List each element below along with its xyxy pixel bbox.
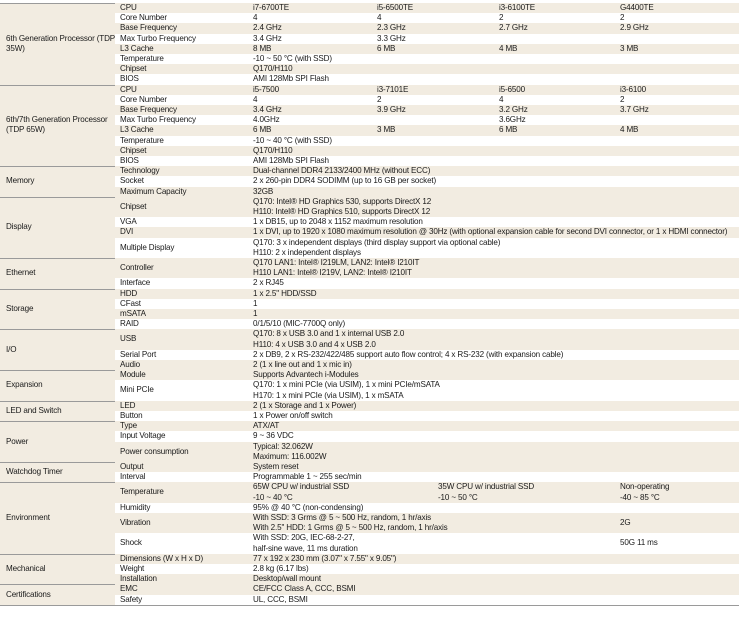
spec-row-core-number bbox=[115, 95, 739, 105]
row-label: Module bbox=[120, 370, 146, 380]
value-line: With SSD: 20G, IEC-68-2-27, bbox=[253, 533, 355, 543]
category-name: Storage bbox=[6, 303, 34, 313]
row-label: Shock bbox=[120, 538, 142, 548]
value-cell: 2 x RJ45 bbox=[253, 278, 284, 288]
row-label: Base Frequency bbox=[120, 23, 177, 33]
spec-row-multiple-display bbox=[115, 238, 739, 258]
category-name: Memory bbox=[6, 176, 35, 186]
value-cell: 2.9 GHz bbox=[620, 23, 649, 33]
spec-row-l3-cache bbox=[115, 125, 739, 135]
value-cell: 4.0GHz bbox=[253, 115, 280, 125]
row-label: Interface bbox=[120, 278, 151, 288]
row-label: Multiple Display bbox=[120, 242, 175, 252]
value-line: Q170: 3 x independent displays (third display support via optional cable) bbox=[253, 237, 501, 247]
value-cell: 3.2 GHz bbox=[499, 105, 528, 114]
row-label: Audio bbox=[120, 360, 140, 369]
spec-row-base-frequency bbox=[115, 23, 739, 33]
value-cell: 1 x Power on/off switch bbox=[253, 411, 333, 420]
value-cell: 3 MB bbox=[377, 125, 396, 135]
value-cell: UL, CCC, BSMI bbox=[253, 594, 308, 604]
row-label: Core Number bbox=[120, 13, 167, 23]
row-label: Controller bbox=[120, 263, 154, 273]
category-label-led-and-switch bbox=[0, 401, 115, 421]
category-label-expansion bbox=[0, 370, 115, 401]
spec-row-msata bbox=[115, 309, 739, 319]
value-cell: CE/FCC Class A, CCC, BSMI bbox=[253, 584, 356, 594]
category-name: LED and Switch bbox=[6, 405, 62, 415]
value-cell: 3.9 GHz bbox=[377, 105, 406, 114]
spec-row-installation bbox=[115, 574, 739, 584]
value-cell: ATX/AT bbox=[253, 421, 280, 431]
category-label-certifications bbox=[0, 584, 115, 604]
value-cell: -10 ~ 50 °C (with SSD) bbox=[253, 54, 332, 63]
row-label: Temperature bbox=[120, 487, 164, 497]
row-label: Max Turbo Frequency bbox=[120, 33, 196, 43]
spec-row-shock bbox=[115, 533, 739, 553]
value-cell: 4 MB bbox=[499, 43, 518, 53]
value-cell: Programmable 1 ~ 255 sec/min bbox=[253, 472, 362, 482]
value-cell: 4 bbox=[377, 13, 382, 23]
row-label: USB bbox=[120, 334, 137, 344]
value-cell: 2 x DB9, 2 x RS-232/422/485 support auto flow control; 4 x RS-232 (with expansion cable) bbox=[253, 349, 564, 359]
spec-row-button bbox=[115, 411, 739, 421]
spec-row-chipset bbox=[115, 146, 739, 156]
row-label: CPU bbox=[120, 84, 137, 94]
row-label: L3 Cache bbox=[120, 43, 154, 53]
spec-row-temperature bbox=[115, 54, 739, 64]
value-cell: 1 bbox=[253, 309, 258, 318]
category-label-mechanical bbox=[0, 554, 115, 585]
row-label: RAID bbox=[120, 319, 139, 329]
category-name: 6th Generation Processor (TDP 35W) bbox=[6, 33, 115, 53]
category-label-memory bbox=[0, 166, 115, 197]
spec-row-output bbox=[115, 462, 739, 472]
category-name: Mechanical bbox=[6, 564, 46, 574]
spec-row-humidity bbox=[115, 503, 739, 513]
category-name: Display bbox=[6, 222, 32, 232]
value-cell: System reset bbox=[253, 462, 299, 471]
value-line: Maximum: 116.002W bbox=[253, 451, 327, 461]
value-cell: 2 bbox=[620, 13, 625, 23]
row-label: Socket bbox=[120, 176, 144, 186]
row-label: Base Frequency bbox=[120, 105, 177, 114]
value-line: H110: 2 x independent displays bbox=[253, 247, 361, 257]
category-label-6th-7th-generation-processor-tdp-65w bbox=[0, 85, 115, 167]
category-label-watchdog-timer bbox=[0, 462, 115, 482]
spec-row-chipset bbox=[115, 64, 739, 74]
value-cell: Q170/H110 bbox=[253, 64, 293, 74]
row-label: Power consumption bbox=[120, 446, 189, 456]
row-label: VGA bbox=[120, 217, 137, 227]
value-cell: AMI 128Mb SPI Flash bbox=[253, 74, 329, 84]
category-name: Certifications bbox=[6, 589, 51, 599]
category-name: Watchdog Timer bbox=[6, 467, 63, 477]
row-label: Dimensions (W x H x D) bbox=[120, 553, 204, 563]
value-cell: 1 x 2.5" HDD/SSD bbox=[253, 288, 317, 298]
value-line: H110 LAN1: Intel® I219V, LAN2: Intel® I210IT bbox=[253, 268, 412, 278]
value-line: With 2.5" HDD: 1 Grms @ 5 ~ 500 Hz, random, 1 hr/axis bbox=[253, 523, 448, 533]
row-label: LED bbox=[120, 400, 136, 410]
spec-row-mini-pcie bbox=[115, 380, 739, 400]
spec-row-bios bbox=[115, 74, 739, 84]
value-cell: 6 MB bbox=[253, 125, 272, 135]
value-cell: 0/1/5/10 (MIC-7700Q only) bbox=[253, 319, 346, 329]
value-cell: i3-7101E bbox=[377, 84, 409, 94]
spec-row-cpu bbox=[115, 3, 739, 13]
value-cell-extra: 50G 11 ms bbox=[620, 538, 658, 548]
value-cell: 6 MB bbox=[377, 43, 396, 53]
row-label: BIOS bbox=[120, 156, 139, 165]
value-cell: 77 x 192 x 230 mm (3.07" x 7.55" x 9.05") bbox=[253, 553, 397, 563]
value-cell: i5-7500 bbox=[253, 84, 279, 94]
category-name: Expansion bbox=[6, 380, 43, 390]
value-line: Q170 LAN1: Intel® I219LM, LAN2: Intel® I210IT bbox=[253, 258, 420, 267]
spec-row-usb bbox=[115, 329, 739, 349]
row-label: EMC bbox=[120, 584, 138, 594]
row-label: Button bbox=[120, 411, 143, 420]
value-cell: 35W CPU w/ industrial SSD bbox=[438, 482, 535, 492]
value-cell: Supports Advantech i-Modules bbox=[253, 370, 359, 380]
value-line: H110: 4 x USB 3.0 and 4 x USB 2.0 bbox=[253, 339, 376, 349]
category-name: Ethernet bbox=[6, 268, 36, 278]
spec-row-technology bbox=[115, 166, 739, 176]
value-cell: i3-6100 bbox=[620, 84, 646, 94]
spec-row-dvi bbox=[115, 227, 739, 237]
category-label-environment bbox=[0, 482, 115, 553]
value-cell: 1 bbox=[253, 298, 258, 308]
value-cell: Dual-channel DDR4 2133/2400 MHz (without ECC) bbox=[253, 166, 431, 176]
row-label: L3 Cache bbox=[120, 125, 154, 135]
value-cell: 4 bbox=[253, 94, 258, 104]
row-label: Interval bbox=[120, 472, 146, 482]
value-cell: i5-6500 bbox=[499, 84, 525, 94]
value-cell: 2 x 260-pin DDR4 SODIMM (up to 16 GB per socket) bbox=[253, 176, 437, 186]
spec-row-cfast bbox=[115, 299, 739, 309]
table-bottom-border bbox=[0, 605, 739, 606]
value-cell: 2.7 GHz bbox=[499, 23, 528, 33]
row-label: Type bbox=[120, 421, 137, 431]
spec-row-bios bbox=[115, 156, 739, 166]
value-cell: 2 bbox=[499, 13, 504, 23]
value-line: H170: 1 x mini PCIe (via USIM), 1 x mSATA bbox=[253, 390, 404, 400]
spec-row-serial-port bbox=[115, 350, 739, 360]
value-cell: i3-6100TE bbox=[499, 3, 535, 12]
value-line: Q170: Intel® HD Graphics 530, supports DirectX 12 bbox=[253, 196, 432, 206]
value-cell: G4400TE bbox=[620, 3, 654, 12]
row-label: CFast bbox=[120, 298, 141, 308]
spec-row-chipset bbox=[115, 197, 739, 217]
value-cell: 4 MB bbox=[620, 125, 639, 135]
category-label-storage bbox=[0, 289, 115, 330]
spec-row-weight bbox=[115, 564, 739, 574]
value-cell: 3.3 GHz bbox=[377, 33, 406, 43]
value-line: Typical: 32.062W bbox=[253, 441, 313, 451]
value-cell: 2 (1 x Storage and 1 x Power) bbox=[253, 400, 357, 410]
spec-row-emc bbox=[115, 584, 739, 594]
value-cell: 32GB bbox=[253, 186, 274, 196]
value-cell: 65W CPU w/ industrial SSD bbox=[253, 482, 350, 492]
row-label: Serial Port bbox=[120, 349, 157, 359]
value-cell: 2.3 GHz bbox=[377, 23, 406, 33]
spec-row-vibration bbox=[115, 513, 739, 533]
category-name: Environment bbox=[6, 513, 50, 523]
spec-row-max-turbo-frequency bbox=[115, 115, 739, 125]
value-line: half-sine wave, 11 ms duration bbox=[253, 543, 358, 553]
row-label: Humidity bbox=[120, 502, 151, 512]
value-cell: 6 MB bbox=[499, 125, 518, 135]
spec-row-interval bbox=[115, 472, 739, 482]
spec-row-interface bbox=[115, 278, 739, 288]
category-label-ethernet bbox=[0, 258, 115, 289]
row-label: DVI bbox=[120, 227, 134, 237]
value-cell: 8 MB bbox=[253, 43, 272, 53]
row-label: Temperature bbox=[120, 135, 164, 145]
category-label-i-o bbox=[0, 329, 115, 370]
row-label: Max Turbo Frequency bbox=[120, 115, 196, 125]
row-label: Technology bbox=[120, 166, 160, 176]
category-name: Power bbox=[6, 436, 29, 446]
value-line: Q170: 1 x mini PCIe (via USIM), 1 x mini PCIe/mSATA bbox=[253, 380, 440, 390]
spec-row-vga bbox=[115, 217, 739, 227]
spec-row-maximum-capacity bbox=[115, 187, 739, 197]
spec-row-base-frequency bbox=[115, 105, 739, 115]
value-cell: 3.4 GHz bbox=[253, 33, 282, 43]
spec-row-input-voltage bbox=[115, 431, 739, 441]
row-label: Chipset bbox=[120, 145, 147, 155]
category-label-display bbox=[0, 197, 115, 258]
spec-row-hdd bbox=[115, 289, 739, 299]
value-line: H110: Intel® HD Graphics 510, supports DirectX 12 bbox=[253, 206, 431, 216]
row-label: HDD bbox=[120, 288, 138, 298]
value-cell: AMI 128Mb SPI Flash bbox=[253, 156, 329, 165]
value-cell: -10 ~ 50 °C bbox=[438, 492, 478, 502]
value-line: Q170: 8 x USB 3.0 and 1 x internal USB 2.0 bbox=[253, 329, 405, 339]
value-cell-extra: 2G bbox=[620, 518, 631, 528]
spec-row-type bbox=[115, 421, 739, 431]
row-label: Output bbox=[120, 462, 144, 471]
value-cell: 9 ~ 36 VDC bbox=[253, 431, 294, 441]
category-name: I/O bbox=[6, 344, 17, 354]
row-label: Chipset bbox=[120, 201, 147, 211]
row-label: Chipset bbox=[120, 64, 147, 74]
value-cell: 3.6GHz bbox=[499, 115, 526, 125]
value-cell: 2 bbox=[620, 94, 625, 104]
spec-row-controller bbox=[115, 258, 739, 278]
row-label: Temperature bbox=[120, 54, 164, 63]
category-label-6th-generation-processor-tdp-35w bbox=[0, 3, 115, 85]
value-cell: Desktop/wall mount bbox=[253, 574, 321, 584]
row-label: Mini PCIe bbox=[120, 385, 154, 395]
spec-row-dimensions-w-x-h-x-d bbox=[115, 554, 739, 564]
value-cell: 3 MB bbox=[620, 43, 639, 53]
value-cell: 2 (1 x line out and 1 x mic in) bbox=[253, 360, 352, 369]
spec-row-safety bbox=[115, 595, 739, 605]
value-cell: Non-operating bbox=[620, 482, 670, 492]
row-label: Vibration bbox=[120, 518, 151, 528]
row-label: Input Voltage bbox=[120, 431, 166, 441]
spec-row-raid bbox=[115, 319, 739, 329]
spec-row-l3-cache bbox=[115, 44, 739, 54]
value-cell: 4 bbox=[253, 13, 258, 23]
value-cell: -10 ~ 40 °C (with SSD) bbox=[253, 135, 332, 145]
value-cell: -10 ~ 40 °C bbox=[253, 492, 293, 502]
value-cell: 1 x DVI, up to 1920 x 1080 maximum resolution @ 30Hz (with optional expansion cable for second DVI connector, or 1 x HDMI connector) bbox=[253, 227, 728, 237]
row-label: CPU bbox=[120, 3, 137, 12]
row-label: Safety bbox=[120, 594, 143, 604]
row-label: Core Number bbox=[120, 94, 167, 104]
spec-row-core-number bbox=[115, 13, 739, 23]
row-label: mSATA bbox=[120, 309, 146, 318]
value-cell: 2.8 kg (6.17 lbs) bbox=[253, 564, 309, 573]
spec-row-max-turbo-frequency bbox=[115, 34, 739, 44]
spec-row-audio bbox=[115, 360, 739, 370]
value-cell: -40 ~ 85 °C bbox=[620, 492, 660, 502]
value-cell: Q170/H110 bbox=[253, 145, 293, 155]
spec-row-cpu bbox=[115, 85, 739, 95]
value-cell: i5-6500TE bbox=[377, 3, 413, 12]
value-cell: 3.7 GHz bbox=[620, 105, 649, 114]
spec-row-temperature bbox=[115, 482, 739, 502]
spec-row-module bbox=[115, 370, 739, 380]
spec-row-socket bbox=[115, 176, 739, 186]
row-label: BIOS bbox=[120, 74, 139, 84]
value-cell: 3.4 GHz bbox=[253, 105, 282, 114]
value-cell: 2 bbox=[377, 94, 382, 104]
row-label: Maximum Capacity bbox=[120, 186, 187, 196]
value-cell: 4 bbox=[499, 94, 504, 104]
value-cell: 2.4 GHz bbox=[253, 23, 282, 33]
value-cell: 1 x DB15, up to 2048 x 1152 maximum resolution bbox=[253, 217, 423, 227]
row-label: Installation bbox=[120, 574, 157, 584]
category-name: 6th/7th Generation Processor (TDP 65W) bbox=[6, 115, 108, 135]
row-label: Weight bbox=[120, 564, 145, 573]
value-cell: 95% @ 40 °C (non-condensing) bbox=[253, 502, 364, 512]
value-line: With SSD: 3 Grms @ 5 ~ 500 Hz, random, 1 hr/axis bbox=[253, 513, 432, 522]
category-label-power bbox=[0, 421, 115, 462]
spec-row-power-consumption bbox=[115, 442, 739, 462]
spec-row-temperature bbox=[115, 136, 739, 146]
spec-row-led bbox=[115, 401, 739, 411]
value-cell: i7-6700TE bbox=[253, 3, 289, 12]
